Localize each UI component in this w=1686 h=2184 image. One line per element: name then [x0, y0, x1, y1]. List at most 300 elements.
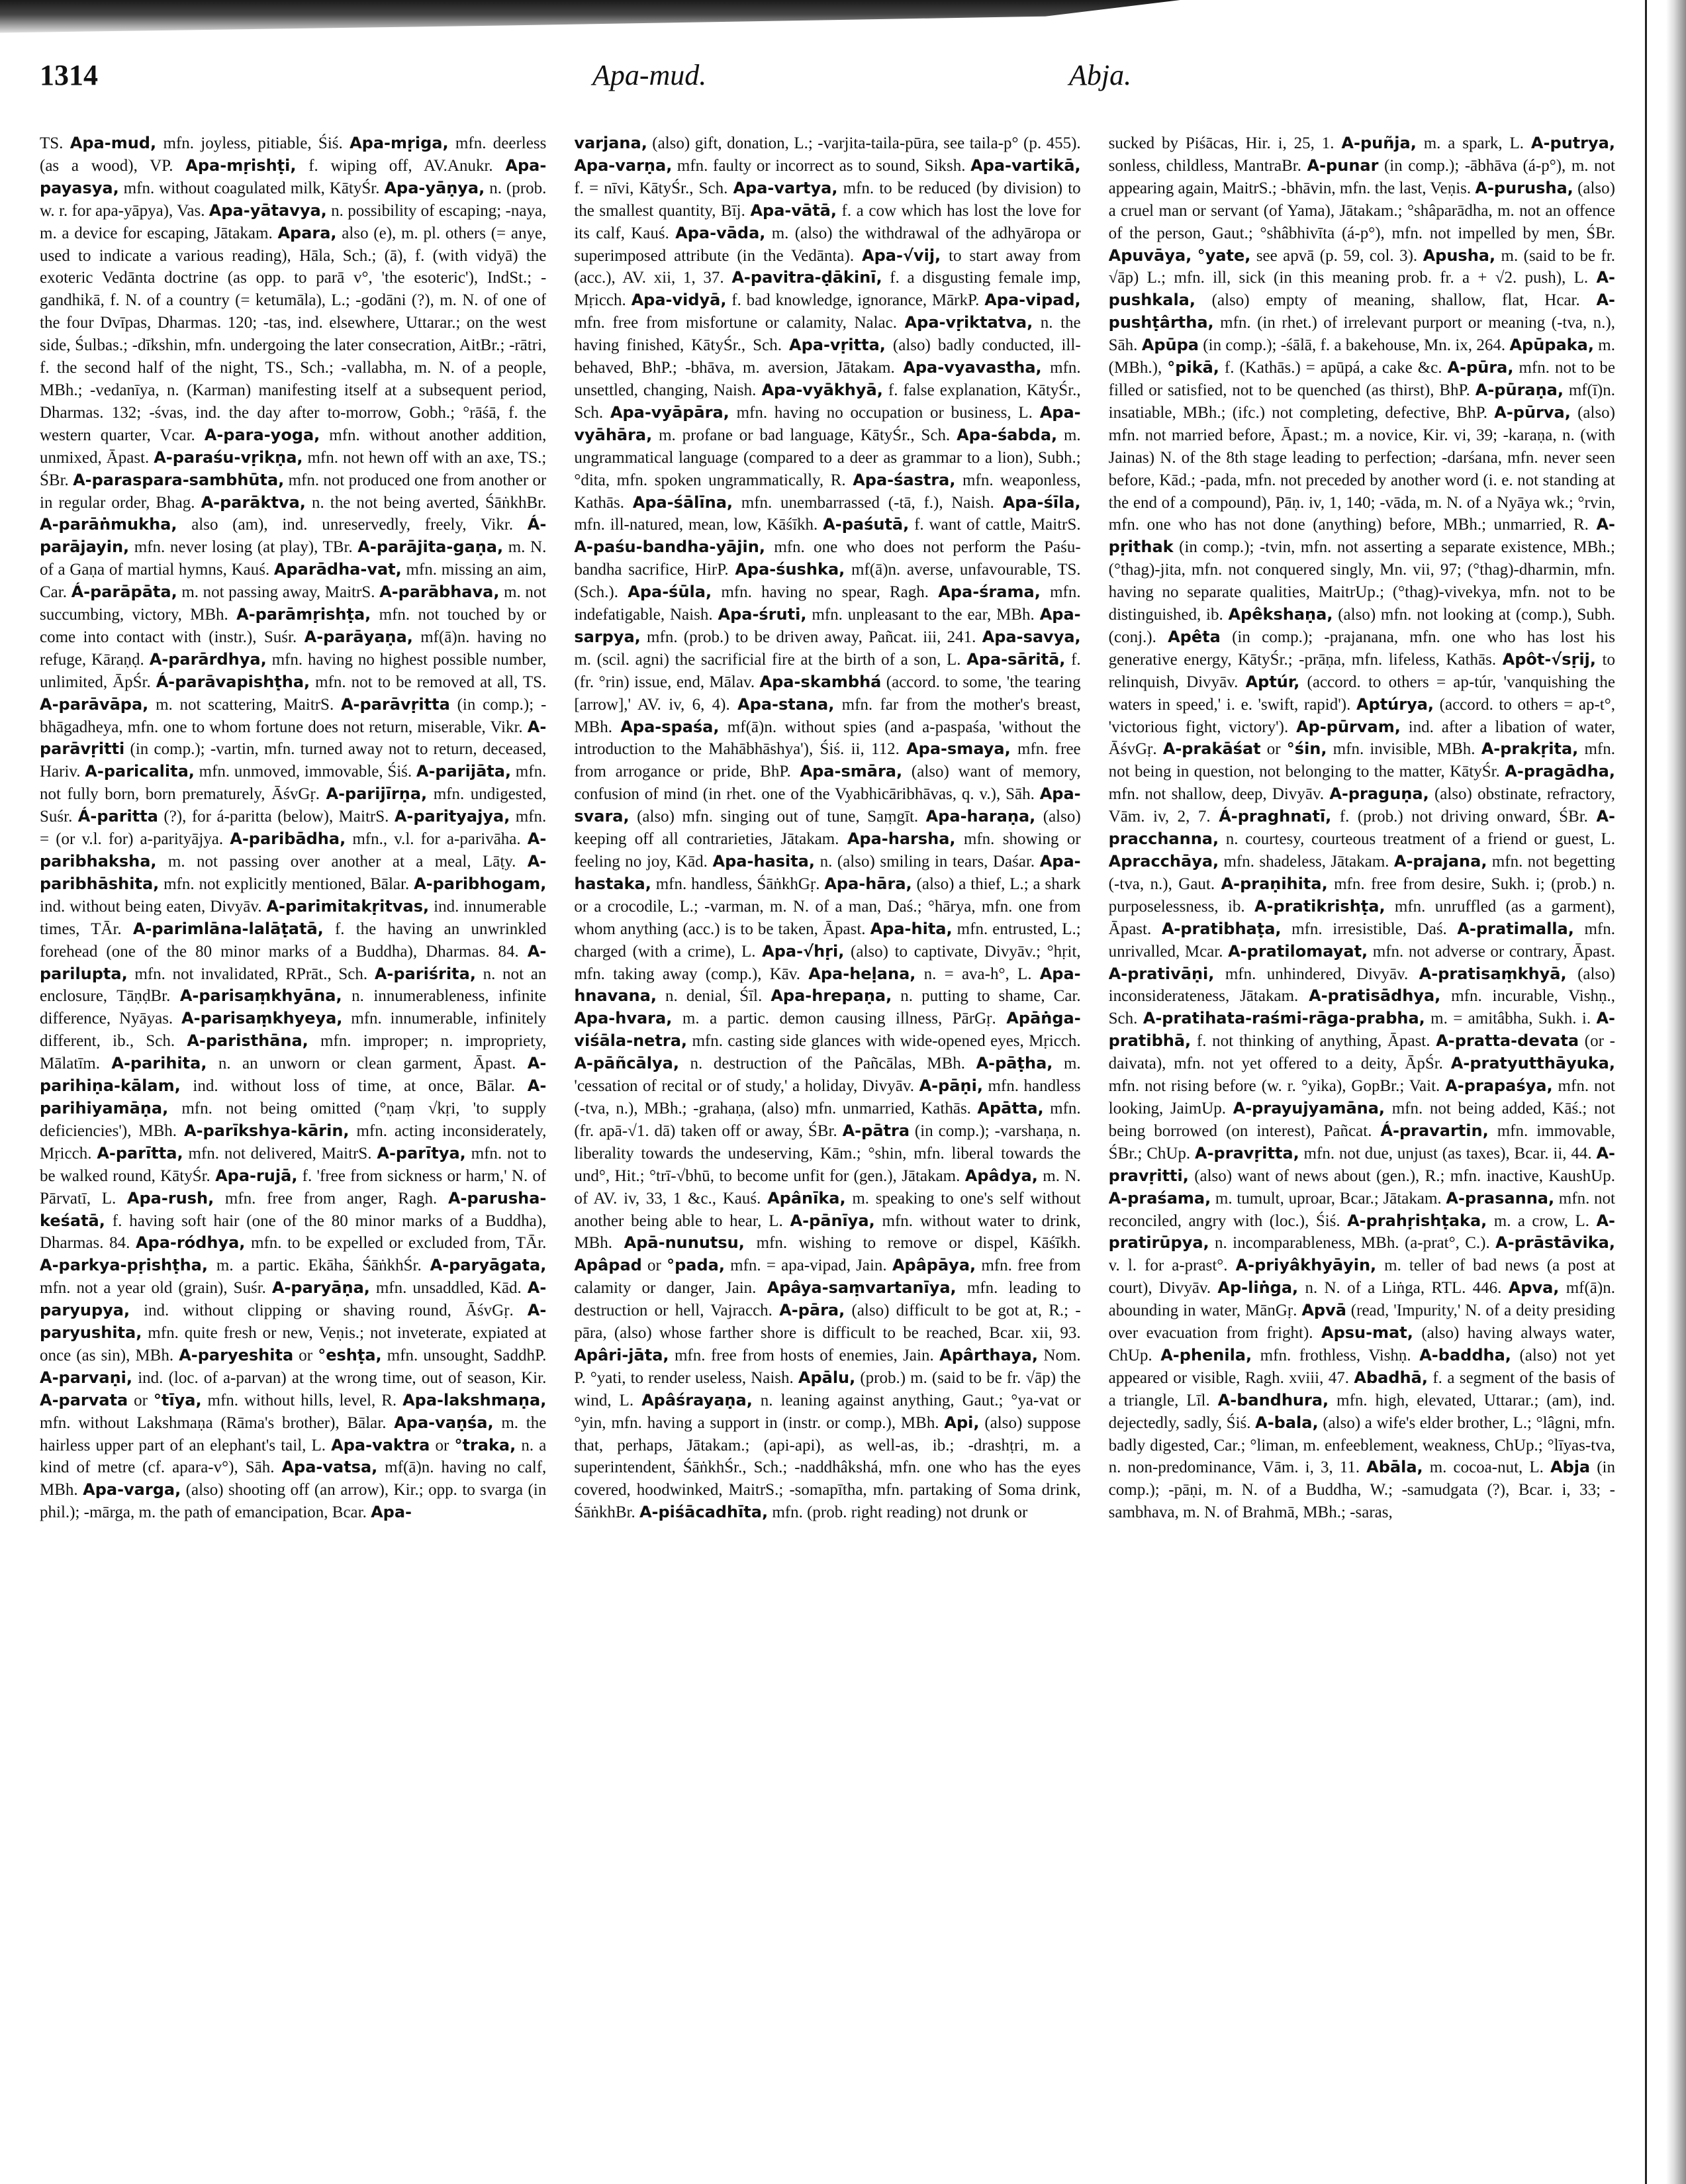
entry-headword: Aptúrya,: [1356, 694, 1434, 714]
entry-headword: Apa-śīla,: [1002, 493, 1081, 512]
entry-definition: mf(ī)n. insatiable, MBh.; (ifc.) not completing, defective, BhP.: [1108, 381, 1615, 422]
entry-definition: mfn. unruffled (as a garment), Āpast.: [1108, 897, 1615, 938]
entry-headword: Apa-vṛiktatva,: [904, 313, 1033, 332]
entry-definition: m. N. of a Gaṇa of martial hymns, Kauś.: [40, 538, 547, 579]
entry-headword: °eshṭa,: [318, 1345, 382, 1364]
entry-definition: m. a partic. Ekāha, ŚāṅkhŚr.: [208, 1257, 430, 1275]
page-number: 1314: [40, 59, 98, 91]
entry-definition: mf(ā)n. abounding in water, MānGṛ.: [1108, 1279, 1615, 1320]
dictionary-entry: [272, 1279, 528, 1297]
entry-definition: m. ungrammatical language (compared to a deer as grammar to a lion), Subh.; °dita, mfn. spoken ungrammatically, R.: [574, 426, 1081, 489]
entry-definition: mfn. unhindered, Divyāv.: [1214, 965, 1419, 983]
entry-headword: A-parisaṃkhyeya,: [181, 1009, 343, 1028]
entry-headword: A-pracchanna,: [1108, 807, 1615, 849]
entry-definition: mf(ā)n. averse, unfavourable, TS. (Sch.).: [574, 561, 1081, 602]
entry-definition: mfn. faulty or incorrect as to sound, Siksh.: [672, 156, 971, 175]
entry-definition: (also) gift, donation, L.; -varjita-taila-pūra, see taila-p° (p. 455).: [647, 134, 1081, 152]
entry-headword: A-paśutā,: [823, 515, 910, 534]
entry-headword: Á-parāpāta,: [71, 583, 177, 602]
entry-headword: Apa-vartikā,: [970, 156, 1081, 175]
entry-headword: A-pratisaṃkhyā,: [1419, 964, 1567, 983]
entry-definition: (also) a wife's elder brother, L.; °lâgni, mfn. badly digested, Car.; °liman, m. enfeeblement, weakness, ChUp.; °līyas-tva, n. non-predominance, Vām. i, 3, 11.: [1108, 1413, 1615, 1477]
entry-headword: A-paryushita,: [40, 1301, 547, 1343]
entry-headword: A-parāvāpa,: [40, 694, 149, 714]
dictionary-entry: [610, 404, 1040, 422]
entry-definition: (in comp.); -varshaṇa, n. liberality towards the undeserving, Kām.; °shin, mfn. liberal towards the und°, Hit.; °trī-√bhū, to become unfit for (gen.), Jātakam.: [574, 1121, 1081, 1185]
dictionary-entry: [574, 1010, 1006, 1027]
entry-definition: ind. without clipping or shaving round, ĀśvGṛ.: [130, 1302, 528, 1320]
entry-headword: Apâśrayaṇa,: [641, 1390, 753, 1409]
entry-definition: n. a kind of metre (cf. apara-v°), Sāh.: [40, 1436, 547, 1477]
entry-headword: A-paryupya,: [40, 1278, 547, 1320]
dictionary-entry: [40, 1392, 154, 1409]
entry-headword: Apârthaya,: [939, 1345, 1038, 1364]
entry-definition: (in comp.); -prajanana, mfn. one who has lost his generative energy, KātyŚr.; -prāṇa, mfn. lifeless, Kathās.: [1108, 628, 1615, 669]
entry-definition: (also) mfn. not married before, Āpast.; m. a novice, Kir. vi, 39; -karaṇa, n. (with Jainas) N. of the 8th stage leading to perfection; -darśana, mfn. never seen before, Kād.; -pada, mfn. not preceded by another word (i. e. not standing at the end of a compound), Pāṇ. iv, 1, 140; -vāda, m. N. of a Nyāya wk.; °rvin, mfn. one who has not done (anything) before, MBh.; unmarried, R.: [1108, 403, 1615, 534]
entry-headword: Apa-rujā,: [215, 1166, 298, 1185]
entry-headword: Apa-heḷana,: [808, 964, 916, 983]
entry-definition: mfn. free from arrogance or pride, BhP.: [574, 740, 1081, 781]
entry-definition: mfn. improper; n. impropriety, Mālatīm.: [40, 1032, 547, 1073]
dictionary-entry: [318, 1347, 546, 1364]
entry-definition: (in comp.); -ābhāva (á-p°), m. not appearing again, MaitrS.; -bhāvin, mfn. the last, Veṇis.: [1108, 156, 1615, 197]
entry-definition: mfn. not adverse or contrary, Āpast.: [1368, 942, 1615, 961]
entry-definition: f. (fr. °rin) issue, end, Mālav.: [574, 650, 1081, 691]
entry-definition: mfn. free from calamity or danger, Jain.: [574, 1257, 1081, 1298]
entry-definition: to start away from (acc.), AV. xii, 1, 37.: [574, 246, 1081, 287]
entry-definition: (accord. to others = ap-túr, 'vanquishing the waters in speed,' i. e. 'swift, rapid').: [1108, 673, 1615, 714]
entry-definition: or: [293, 1346, 318, 1364]
entry-definition: m. a crow, L.: [1487, 1211, 1597, 1230]
dictionary-entry: [201, 494, 547, 512]
entry-headword: A-parīkshya-kārin,: [184, 1121, 350, 1140]
entry-definition: Nom. P. °yati, to render useless, Naish.: [574, 1346, 1081, 1387]
entry-definition: (also) having always water, ChUp.: [1108, 1324, 1615, 1364]
entry-definition: f. wiping off, AV.Anukr.: [296, 156, 506, 175]
dictionary-entry: [574, 1347, 939, 1364]
dictionary-entry: [1219, 808, 1596, 826]
entry-definition: (also) suppose that, perhaps, Jātakam.; (api-api), as well-as, ib.; -drashṭri, m. a superintendent, ŚāṅkhŚr., Sch.; -naddhâkshá, mfn. one who has the eyes covered, hoodwinked, MaitrS.; -somapītha, mfn. partaking of Soma drink, ŚāṅkhBr.: [574, 1413, 1081, 1522]
entry-headword: A-paraśu-vṛikṇa,: [154, 448, 303, 467]
entry-definition: m. a spark, L.: [1416, 134, 1531, 152]
dictionary-entry: [156, 673, 547, 691]
page-header: [40, 58, 1615, 105]
dictionary-entry: [371, 1503, 412, 1521]
dictionary-entry: [633, 494, 1003, 512]
entry-headword: Apa-payasya,: [40, 156, 547, 197]
entry-definition: mfn. unsought, SaddhP.: [381, 1346, 547, 1364]
entry-definition: (also) mfn. not looking at (comp.), Subh. (conj.).: [1108, 606, 1615, 646]
entry-definition: mfn. not to be walked round, KātyŚr.: [40, 1144, 547, 1185]
entry-definition: mfn. free from hosts of enemies, Jain.: [669, 1346, 940, 1364]
entry-headword: A-paribādha,: [230, 830, 346, 849]
entry-definition: mfn. unsettled, changing, Naish.: [574, 359, 1081, 399]
entry-headword: Apa-√vij,: [862, 246, 941, 265]
dictionary-entry: [78, 808, 395, 826]
dictionary-entry: [1217, 1279, 1508, 1297]
dictionary-entry: [70, 134, 350, 152]
entry-definition: mfn. innumerable, infinitely different, ib., Sch.: [40, 1010, 547, 1051]
entry-definition: mf(ā)n. without spies (and a-paspaśa, 'without the introduction to the Mahābhāshya'), Śiś. ii, 112.: [574, 718, 1081, 759]
column-right: [1109, 132, 1615, 2158]
entry-headword: A-pratimalla,: [1457, 919, 1574, 938]
entry-headword: Apa-√hṛi,: [762, 941, 845, 961]
entry-definition: m. teller of bad news (a post at court), Divyāv.: [1108, 1257, 1615, 1298]
entry-definition: (also) keeping off all contrarieties, Jātakam.: [574, 808, 1081, 849]
entry-headword: varjana,: [574, 134, 647, 152]
entry-definition: n. innumerableness, infinite difference, Nyāyas.: [40, 987, 547, 1028]
entry-definition: to relinquish, Divyāv.: [1108, 650, 1615, 691]
entry-headword: A-para-yoga,: [204, 425, 320, 444]
entry-definition: or: [128, 1391, 154, 1409]
entry-headword: A-paraspara-sambhūta,: [73, 470, 285, 489]
entry-headword: A-parāktva,: [201, 493, 306, 512]
entry-headword: A-paribhogam,: [414, 874, 547, 893]
entry-headword: °traka,: [454, 1435, 516, 1454]
entry-headword: A-praguṇa,: [1329, 784, 1429, 804]
entry-headword: Aparādha-vat,: [273, 560, 402, 579]
entry-headword: Apa-yāṇya,: [384, 178, 485, 197]
entry-headword: Apêta: [1168, 627, 1221, 646]
entry-definition: mfn. having no spear, Ragh.: [712, 583, 939, 602]
entry-definition: ind. innumerable times, TĀr.: [40, 897, 547, 938]
entry-definition: mfn. incurable, Vishṇ., Sch.: [1108, 987, 1615, 1028]
entry-headword: Apâpad: [574, 1256, 642, 1275]
entry-definition: mfn. unmoved, immovable, Śiś.: [194, 763, 416, 781]
entry-headword: Apara,: [277, 223, 337, 242]
entry-headword: Apa-vāda,: [675, 223, 766, 242]
entry-headword: Apa-vyāpāra,: [610, 403, 729, 422]
dictionary-entry: [154, 1392, 402, 1409]
entry-definition: mfn. ill-natured, mean, low, Kāśīkh.: [574, 516, 823, 534]
entry-definition: m. the hairless upper part of an elephant's tail, L.: [40, 1413, 547, 1454]
dictionary-entry: [40, 1257, 430, 1274]
entry-definition: f. the having an unwrinkled forehead (one of the 80 minor marks of a Buddha), Dharmas. 84.: [40, 920, 547, 961]
entry-definition: n. possibility of escaping; -naya, m. a device for escaping, Jātakam.: [40, 201, 547, 242]
entry-definition: TS.: [40, 134, 70, 152]
entry-headword: A-prapaśya,: [1445, 1076, 1553, 1096]
entry-definition: (also) to captivate, Divyāv.; °hṛit, mfn. taking away (comp.), Kāv.: [574, 942, 1081, 983]
entry-headword: A-phenila,: [1160, 1345, 1252, 1364]
entry-definition: m. profane or bad language, KātyŚr., Sch.: [652, 426, 957, 444]
entry-definition: (accord. to some, 'the tearing [arrow],' AV. iv, 6, 4).: [574, 673, 1081, 714]
entry-headword: Apa-varṇa,: [574, 156, 673, 175]
entry-definition: (also) inconsiderateness, Jātakam.: [1108, 965, 1615, 1006]
entry-headword: A-parāmṛishṭa,: [236, 605, 371, 624]
entry-definition: mfn. handless, ŚāṅkhGṛ.: [651, 875, 825, 893]
entry-headword: A-parābhava,: [379, 583, 500, 602]
entry-headword: Apa-stana,: [737, 694, 835, 714]
entry-headword: A-pratisādhya,: [1309, 986, 1441, 1006]
entry-headword: Apa-smāra,: [800, 762, 903, 781]
entry-definition: (also) obstinate, refractory, Vām. iv, 2, 7.: [1108, 785, 1615, 826]
entry-definition: (prob.) m. (said to be fr. √āp) the wind, L.: [574, 1368, 1081, 1409]
entry-definition: mfn. (prob. right reading) not drunk or: [768, 1503, 1028, 1522]
entry-headword: Apa-: [371, 1503, 412, 1522]
entry-definition: (also) want of news about (gen.), R.; mfn. inactive, KaushUp.: [1188, 1166, 1615, 1185]
entry-headword: A-paristhāna,: [187, 1031, 308, 1051]
entry-definition: f. (prob.) not driving onward, ŚBr.: [1331, 808, 1597, 826]
entry-headword: A-purusha,: [1475, 178, 1573, 197]
entry-definition: mfn. showing or feeling no joy, Kād.: [574, 830, 1081, 871]
entry-definition: mfn. missing an aim, Car.: [40, 561, 547, 602]
entry-definition: mfn. deerless (as a wood), VP.: [40, 134, 547, 175]
entry-headword: A-paryāṇa,: [271, 1278, 370, 1298]
dictionary-entry: [771, 987, 1080, 1005]
entry-definition: mfn. without hills, level, R.: [201, 1391, 403, 1409]
dictionary-entry: [71, 583, 380, 601]
entry-definition: mfn. high, elevated, Uttarar.; (am), ind. dejectedly, sadly, Śiś.: [1108, 1391, 1615, 1432]
dictionary-entry: [823, 516, 1080, 534]
dictionary-entry: [1162, 920, 1458, 938]
entry-definition: mf(ā)n. having no calf, MBh.: [40, 1458, 547, 1499]
entry-headword: A-pūra,: [1447, 358, 1514, 377]
entry-definition: f. having soft hair (one of the 80 minor marks of a Buddha), Dharmas. 84.: [40, 1211, 547, 1253]
entry-headword: Apuvāya,: [1108, 246, 1192, 265]
entry-definition: mfn. not hewn off with an axe, TS.; ŚBr.: [40, 448, 547, 489]
entry-definition: m. (also) the withdrawal of the adhyāropa or superimposed attribute (in the Vedānta).: [574, 224, 1081, 265]
entry-definition: mfn. not fully born, born prematurely, ĀśvGṛ.: [40, 763, 547, 804]
entry-definition: mfn. far from the mother's breast, MBh.: [574, 695, 1081, 736]
entry-definition: n. incomparableness, MBh. (a-prat°, C.).: [1209, 1234, 1496, 1253]
entry-headword: A-prakāśat: [1162, 739, 1261, 759]
entry-definition: ind. (loc. of a-parvan) at the wrong time, out of season, Kir.: [132, 1368, 547, 1387]
entry-definition: mfn. having no occupation or business, L.: [729, 403, 1040, 422]
entry-definition: mfn. never losing (at play), TBr.: [129, 538, 358, 557]
entry-definition: ind. without loss of time, at once, Bālar.: [180, 1077, 528, 1096]
entry-headword: Apracchāya,: [1108, 852, 1219, 871]
entry-definition: mfn. not delivered, MaitrS.: [183, 1144, 377, 1163]
dictionary-entry: [574, 1055, 976, 1072]
entry-definition: m. (MBh.),: [1108, 336, 1615, 377]
entry-headword: Á-paritta: [77, 807, 158, 826]
entry-headword: Api,: [944, 1413, 980, 1432]
entry-definition: (also) badly conducted, ill-behaved, BhP.; -bhāva, m. aversion, Jātakam.: [574, 336, 1081, 377]
entry-headword: Apa-varga,: [83, 1480, 181, 1499]
entry-headword: Apvā: [1301, 1301, 1346, 1320]
entry-headword: A-pāṇi,: [919, 1076, 983, 1096]
entry-definition: (also) a cruel man or servant (of Yama), Jātakam.; °shâparādha, m. not an offence of the person, Gaut.; °shâbhivīta (á-p°), mfn. not impelled by men, ŚBr.: [1108, 179, 1615, 242]
entry-definition: mfn. one who does not perform the Paśu-bandha sacrifice, HirP.: [574, 538, 1081, 579]
dictionary-entry: [230, 830, 528, 848]
dictionary-entry: [111, 1055, 527, 1072]
entry-headword: Abāla,: [1366, 1458, 1423, 1477]
entry-headword: A-parvaṇi,: [40, 1368, 133, 1387]
entry-definition: mfn. not a year old (grain), Suśr.: [40, 1279, 272, 1298]
entry-definition: mfn. leading to destruction or hell, Vajracch.: [574, 1279, 1081, 1320]
dictionary-entry: [574, 1257, 667, 1274]
entry-headword: A-pūrva,: [1494, 403, 1571, 422]
entry-headword: °pikā,: [1167, 358, 1219, 377]
entry-headword: A-pavitra-ḍākinī,: [731, 268, 882, 287]
entry-headword: Apusha,: [1423, 246, 1496, 265]
entry-definition: f. a segment of the basis of a triangle, Līl.: [1108, 1368, 1615, 1409]
entry-definition: mfn. to be reduced (by division) to the smallest quantity, Bīj.: [574, 179, 1081, 220]
entry-headword: Apa-vartya,: [733, 178, 838, 197]
dictionary-entry: [667, 1257, 892, 1274]
entry-headword: Apā-nunutsu,: [624, 1233, 745, 1253]
entry-definition: mfn. without water to drink, MBh.: [574, 1211, 1081, 1253]
dictionary-entry: [639, 1503, 1027, 1521]
entry-headword: Apa-śastra,: [853, 470, 956, 489]
entry-headword: A-parāyaṇa,: [304, 627, 413, 646]
entry-definition: mfn. not looking, JaimUp.: [1108, 1077, 1615, 1117]
entry-headword: Ap-pūrvam,: [1296, 717, 1401, 736]
entry-definition: mfn. casting side glances with wide-opened eyes, Mṛicch.: [687, 1032, 1081, 1051]
entry-headword: Apa-hāra,: [824, 874, 912, 893]
entry-headword: Apa-vipad,: [984, 291, 1081, 310]
entry-headword: A-pratta-devata: [1436, 1031, 1579, 1051]
entry-headword: A-parāvṛitti: [40, 717, 547, 759]
entry-headword: A-parkya-pṛishṭha,: [40, 1256, 208, 1275]
entry-definition: mfn. not being in question, not belonging to the matter, KātyŚr.: [1108, 740, 1615, 781]
entry-headword: A-bala,: [1255, 1413, 1319, 1432]
entry-headword: A-parītya,: [377, 1143, 466, 1163]
dictionary-entry: [136, 1234, 546, 1252]
scan-right-edge: [1666, 0, 1686, 2184]
entry-definition: (also) empty of meaning, shallow, flat, Hcar.: [1195, 291, 1597, 310]
entry-headword: Apva,: [1508, 1278, 1560, 1298]
entry-definition: or: [1260, 740, 1287, 759]
entry-headword: Aptúr,: [1245, 672, 1300, 691]
entry-definition: n. the having finished, KātyŚr., Sch.: [574, 314, 1081, 355]
entry-headword: Apa-mṛishṭi,: [185, 156, 297, 175]
entry-headword: A-parityajya,: [394, 807, 510, 826]
entry-definition: mfn. undigested, Suśr.: [40, 785, 547, 826]
entry-definition: mfn. acting inconsiderately, Mṛicch.: [40, 1121, 547, 1163]
entry-headword: A-pratilomayat,: [1228, 941, 1368, 961]
entry-headword: Apa-sāritā,: [966, 649, 1066, 669]
entry-definition: mfn. (prob.) to be driven away, Pañcat. iii, 241.: [640, 628, 982, 646]
entry-definition: mfn. unpleasant to the ear, MBh.: [806, 606, 1040, 624]
entry-definition: mfn. not to be removed at all, TS.: [310, 673, 547, 691]
entry-headword: A-parusha-keśatā,: [40, 1188, 547, 1230]
entry-definition: mfn. not being omitted (°ṇaṃ √kṛi, 'to supply deficiencies'), MBh.: [40, 1099, 547, 1140]
entry-definition: mfn. joyless, pitiable, Śiś.: [156, 134, 350, 152]
entry-headword: A-parihiyamāṇa,: [40, 1076, 547, 1117]
entry-definition: f. want of cattle, MaitrS.: [909, 516, 1081, 534]
entry-headword: A-parihita,: [111, 1054, 207, 1073]
entry-headword: A-pratibhaṭa,: [1161, 919, 1282, 938]
dictionary-entry: [40, 134, 70, 152]
entry-headword: A-pāṭha,: [976, 1054, 1053, 1073]
entry-headword: A-praṇihita,: [1221, 874, 1328, 893]
entry-definition: or: [641, 1257, 667, 1275]
dictionary-entry: [127, 1190, 448, 1208]
entry-headword: Apa-rush,: [126, 1188, 214, 1208]
entry-headword: Apa-svara,: [574, 784, 1081, 826]
entry-headword: Apâya-saṃvartanīya,: [767, 1278, 957, 1298]
entry-definition: mfn. wishing to remove or dispel, Kāśīkh.: [744, 1234, 1081, 1253]
dictionary-entry: [1160, 1347, 1419, 1364]
entry-definition: m. not passing away, MaitrS.: [177, 583, 380, 602]
dictionary-entry: [1347, 1212, 1596, 1230]
entry-headword: Apa-vaṇśa,: [394, 1413, 494, 1432]
dictionary-entry: [1109, 134, 1342, 152]
entry-headword: A-paśu-bandha-yājin,: [574, 538, 765, 557]
entry-headword: A-pariśrita,: [374, 964, 476, 983]
entry-headword: A-parimlāna-lalāṭatā,: [132, 919, 324, 938]
entry-headword: Apsu-mat,: [1321, 1323, 1413, 1343]
entry-definition: mf(ā)n. having no refuge, Kāraṇḍ.: [40, 628, 547, 669]
entry-definition: (also) want of memory, confusion of mind (in rhet. one of the Vyabhicāribhāvas, q. v.), Sāh.: [574, 763, 1081, 804]
entry-definition: n. leaning against anything, Gaut.; °ya-vat or °yin, mfn. having a support in (instr. or comp.), MBh.: [574, 1391, 1081, 1432]
entry-definition: m. speaking to one's self without another being able to hear, L.: [574, 1189, 1081, 1230]
entry-headword: A-pushkala,: [1108, 268, 1615, 310]
entry-headword: Apa-śālīna,: [632, 493, 733, 512]
dictionary-entry: [1366, 1458, 1550, 1476]
dictionary-entry: [97, 1145, 377, 1163]
entry-headword: Apa-śrama,: [938, 583, 1041, 602]
entry-headword: Apa-yātavya,: [209, 201, 327, 220]
entry-definition: (read, 'Impurity,' N. of a deity presiding over evacuation from fright).: [1108, 1302, 1615, 1343]
dictionary-entry: [1142, 336, 1510, 354]
entry-definition: mfn. free from desire, Sukh. i; (prob.) n. purposelessness, ib.: [1108, 875, 1615, 916]
dictionary-entry: [1109, 404, 1615, 534]
entry-headword: A-pragādha,: [1505, 762, 1615, 781]
entry-headword: A-paryāgata,: [430, 1256, 547, 1275]
entry-headword: A-prayujyamāna,: [1233, 1098, 1385, 1117]
entry-definition: mfn. immovable, ŚBr.; ChUp.: [1108, 1121, 1615, 1163]
entry-headword: A-parāṅmukha,: [40, 515, 177, 534]
entry-headword: A-bandhura,: [1217, 1390, 1329, 1409]
entry-definition: mfn. not reconciled, angry with (loc.), Śiś.: [1108, 1189, 1615, 1230]
entry-definition: mfn. frothless, Vishṇ.: [1252, 1346, 1420, 1364]
entry-definition: also (e), m. pl. others (= anye, used to indicate a various reading), Hāla, Sch.; (ā), f. (with vidyā) the exoteric Vedānta doctrine (as opp. to parā v°, 'the esoteric'), IndSt.; -gandhikā, f. N. of a country (= ketumāla), L.; -godāni (?), m. N. of one of the four Dvīpas, Dharmas. 120; -tas, ind. elsewhere, Uttarar.; on the west side, Śulbas.; -dīkshin, mfn. undergoing the later consecration, AitBr.; -rātri, f. the second half of the night, TS., Sch.; -vallabha, m. N. of a people, MBh.; -vedanīya, n. (Karman) manifesting itself at a subsequent period, Dharmas. 132; -śvas, ind. the day after to-morrow, Gobh.; °rāśā, f. the western quarter, Vcar.: [40, 224, 547, 444]
entry-definition: (or -daivata), mfn. not yet offered to a deity, ĀpŚr.: [1108, 1032, 1615, 1073]
entry-headword: Apa-lakshmaṇa,: [402, 1390, 547, 1409]
entry-definition: mfn. not being added, Kāś.; not being borrowed (on interest), Pañcat.: [1108, 1099, 1615, 1140]
entry-definition: (in comp.); -vartin, mfn. turned away not to return, deceased, Hariv.: [40, 740, 547, 781]
entry-headword: Apâri-jāta,: [574, 1345, 669, 1364]
entry-headword: A-puñja,: [1341, 134, 1417, 152]
entry-definition: mfn. not explicitly mentioned, Bālar.: [159, 875, 414, 893]
entry-headword: A-baddha,: [1419, 1345, 1511, 1364]
entry-definition: mfn. unrivalled, Mcar.: [1108, 920, 1615, 961]
dictionary-entry: [1195, 1145, 1596, 1163]
entry-headword: Apâdya,: [964, 1166, 1038, 1185]
entry-headword: Apāṅga-viśāla-netra,: [574, 1009, 1081, 1051]
entry-headword: Apêkshaṇa,: [1228, 605, 1333, 624]
entry-headword: A-paribhāshita,: [40, 852, 547, 893]
entry-definition: mfn. invisible, MBh.: [1327, 740, 1481, 759]
scan-top-edge-smear: [0, 0, 1686, 36]
dictionary-entry: [808, 965, 1039, 983]
dictionary-entry: [179, 1347, 318, 1364]
entry-headword: A-prativāṇi,: [1108, 964, 1215, 983]
entry-headword: A-pāñcālya,: [574, 1054, 679, 1073]
entry-definition: ind. without being eaten, Divyāv.: [40, 897, 267, 916]
entry-definition: m. (said to be fr. √āp) L.; mfn. ill, sick (in this meaning prob. fr. a + √2. push), L.: [1108, 246, 1615, 287]
entry-headword: Apa-vyavastha,: [903, 358, 1042, 377]
entry-definition: mfn. free from anger, Ragh.: [214, 1189, 448, 1208]
dictionary-entry: [1167, 359, 1447, 377]
entry-definition: mfn. without coagulated milk, KātyŚr.: [118, 179, 385, 197]
entry-headword: A-paricalita,: [85, 762, 195, 781]
entry-headword: A-parimitakṛitvas,: [266, 896, 430, 916]
entry-definition: (?), for á-paritta (below), MaitrS.: [158, 808, 395, 826]
entry-definition: mfn. to be expelled or excluded from, TĀr.: [245, 1234, 547, 1253]
entry-definition: (in comp.); -bhāgadheya, mfn. one to whom fortune does not return, miserable, Vikr.: [40, 695, 547, 736]
dictionary-entry: [40, 516, 528, 534]
entry-definition: f. = nīvi, KātyŚr., Sch.: [574, 179, 733, 197]
entry-headword: Apâpāya,: [892, 1256, 976, 1275]
entry-definition: mfn. shadeless, Jātakam.: [1219, 853, 1394, 871]
entry-definition: n. putting to shame, Car.: [892, 987, 1081, 1006]
entry-headword: A-parilupta,: [40, 941, 547, 983]
entry-definition: m. not succumbing, victory, MBh.: [40, 583, 547, 624]
dictionary-entry: [574, 157, 970, 175]
